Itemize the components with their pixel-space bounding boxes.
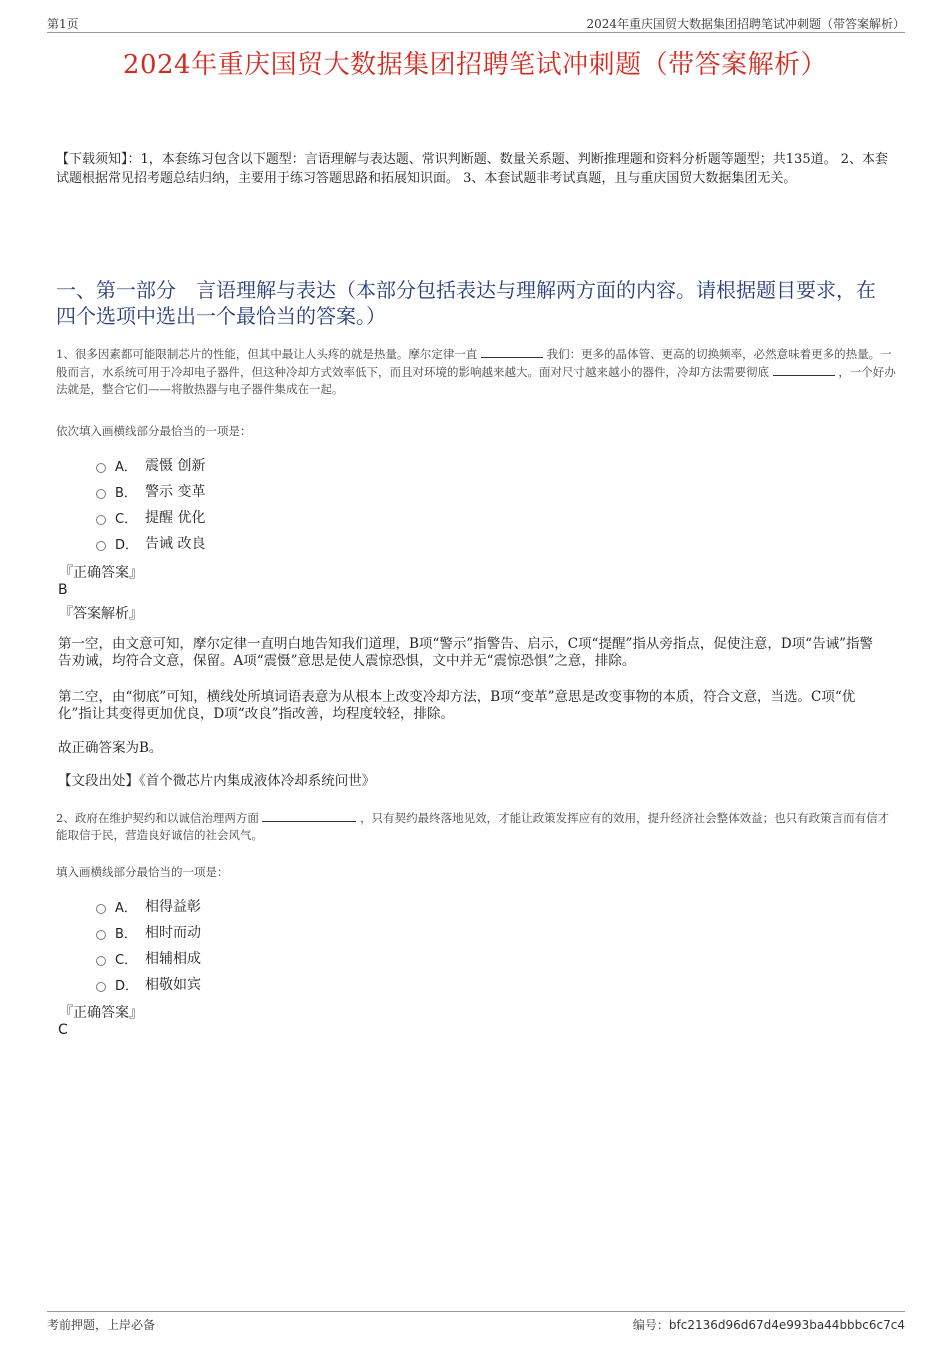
option-b[interactable] [96, 478, 205, 504]
fill-blank-1 [481, 345, 543, 358]
question-2-text-b: ，只有契约最终落地见效，才能让政策发挥应有的效用，提升经济社会整体效益；也只有政策言而有信才能取信于民，营造良好诚信的社会风气。 [56, 811, 890, 842]
question-1-text-a: 1、很多因素都可能限制芯片的性能，但其中最让人头疼的就是热量。摩尔定律一直 [56, 347, 478, 361]
radio-icon[interactable] [96, 541, 106, 551]
radio-icon[interactable] [96, 463, 106, 473]
question-2-options [96, 893, 201, 997]
page-number: 第1页 [47, 17, 79, 31]
analysis-label: 『答案解析』 [59, 606, 143, 622]
question-1-options [96, 452, 205, 556]
analysis-paragraph-1: 第一空，由文意可知，摩尔定律一直明白地告知我们道理，B项“警示”指警告、启示，C项“提醒”指从旁指点，促使注意，D项“告诫”指警告劝诫，均符合文意，保留。A项“震慑”意思是使人震惊恐惧，文中并无“震惊恐惧”之意，排除。 [58, 636, 873, 669]
download-notice: 【下载须知】：1，本套练习包含以下题型：言语理解与表达题、常识判断题、数量关系题、判断推理题和资料分析题等题型；共135道。 2、本套试题根据常见招考题总结归纳，主要用于练习答题思路和拓展知识面。 3、本套试题非考试真题，且与重庆国贸大数据集团无关。 [56, 152, 888, 186]
option-letter: A． [115, 900, 137, 916]
option-text: 相时而动 [145, 925, 201, 941]
page-footer [47, 1311, 905, 1338]
correct-answer-label: 『正确答案』 [59, 565, 143, 581]
question-1-stem [56, 345, 898, 398]
option-letter: D． [115, 978, 139, 994]
question-2-prompt: 填入画横线部分最恰当的一项是： [56, 865, 229, 879]
option-letter: C． [115, 511, 138, 527]
footer-slogan: 考前押题，上岸必备 [47, 1318, 156, 1332]
correct-answer-label: 『正确答案』 [59, 1005, 143, 1021]
section-title: 一、第一部分 言语理解与表达（本部分包括表达与理解两方面的内容。请根据题目要求，在四个选项中选出一个最恰当的答案。） [56, 278, 876, 328]
option-letter: A． [115, 459, 137, 475]
option-text: 告诫 改良 [145, 536, 206, 552]
question-2-text-a: 2、政府在维护契约和以诚信治理两方面 [56, 811, 259, 825]
analysis-conclusion: 故正确答案为B。 [58, 740, 163, 756]
question-1-text-b: 我们：更多的晶体管、更高的切换频率，必然意味着更多的热量。一般而言，水系统可用于冷却电子器件，但这种冷却方式效率低下，而且对环境的影响越来越大。面对尺寸越来越小的器件，冷却方法需要彻底 [56, 347, 892, 379]
option-text: 警示 变革 [145, 484, 206, 500]
option-c[interactable] [96, 504, 205, 530]
option-text: 相敬如宾 [145, 977, 201, 993]
option-letter: B． [115, 485, 137, 501]
option-letter: B． [115, 926, 137, 942]
radio-icon[interactable] [96, 956, 106, 966]
correct-answer: B [58, 582, 68, 598]
radio-icon[interactable] [96, 982, 106, 992]
question-1-prompt: 依次填入画横线部分最恰当的一项是： [56, 424, 252, 438]
radio-icon[interactable] [96, 904, 106, 914]
page-header [47, 14, 905, 33]
question-1-text-c: ，一个好办法就是，整合它们——将散热器与电子器件集成在一起。 [56, 365, 896, 396]
option-letter: D． [115, 537, 139, 553]
document-id-value: bfc2136d96d67d4e993ba44bbbc6c7c4 [668, 1318, 905, 1332]
option-b[interactable] [96, 919, 201, 945]
document-id-label: 编号： [632, 1318, 669, 1332]
option-a[interactable] [96, 452, 205, 478]
option-c[interactable] [96, 945, 201, 971]
option-d[interactable] [96, 971, 201, 997]
radio-icon[interactable] [96, 515, 106, 525]
fill-blank-2 [773, 363, 835, 376]
running-title: 2024年重庆国贸大数据集团招聘笔试冲刺题（带答案解析） [586, 17, 905, 31]
option-a[interactable] [96, 893, 201, 919]
correct-answer: C [58, 1022, 68, 1038]
option-letter: C． [115, 952, 138, 968]
option-text: 相得益彰 [145, 899, 201, 915]
document-id [633, 1316, 905, 1333]
document-title: 2024年重庆国贸大数据集团招聘笔试冲刺题（带答案解析） [122, 50, 828, 80]
fill-blank-1 [262, 809, 356, 822]
radio-icon[interactable] [96, 930, 106, 940]
analysis-paragraph-2: 第二空，由“彻底”可知，横线处所填词语表意为从根本上改变冷却方法，B项“变革”意思是改变事物的本质，符合文意，当选。C项“优化”指让其变得更加优良，D项“改良”指改善，均程度较轻，排除。 [58, 689, 856, 722]
option-text: 提醒 优化 [145, 510, 206, 526]
option-d[interactable] [96, 530, 205, 556]
text-source: 【文段出处】《首个微芯片内集成液体冷却系统问世》 [58, 773, 376, 789]
question-2-stem [56, 809, 898, 844]
option-text: 相辅相成 [145, 951, 201, 967]
option-text: 震慑 创新 [145, 458, 206, 474]
radio-icon[interactable] [96, 489, 106, 499]
